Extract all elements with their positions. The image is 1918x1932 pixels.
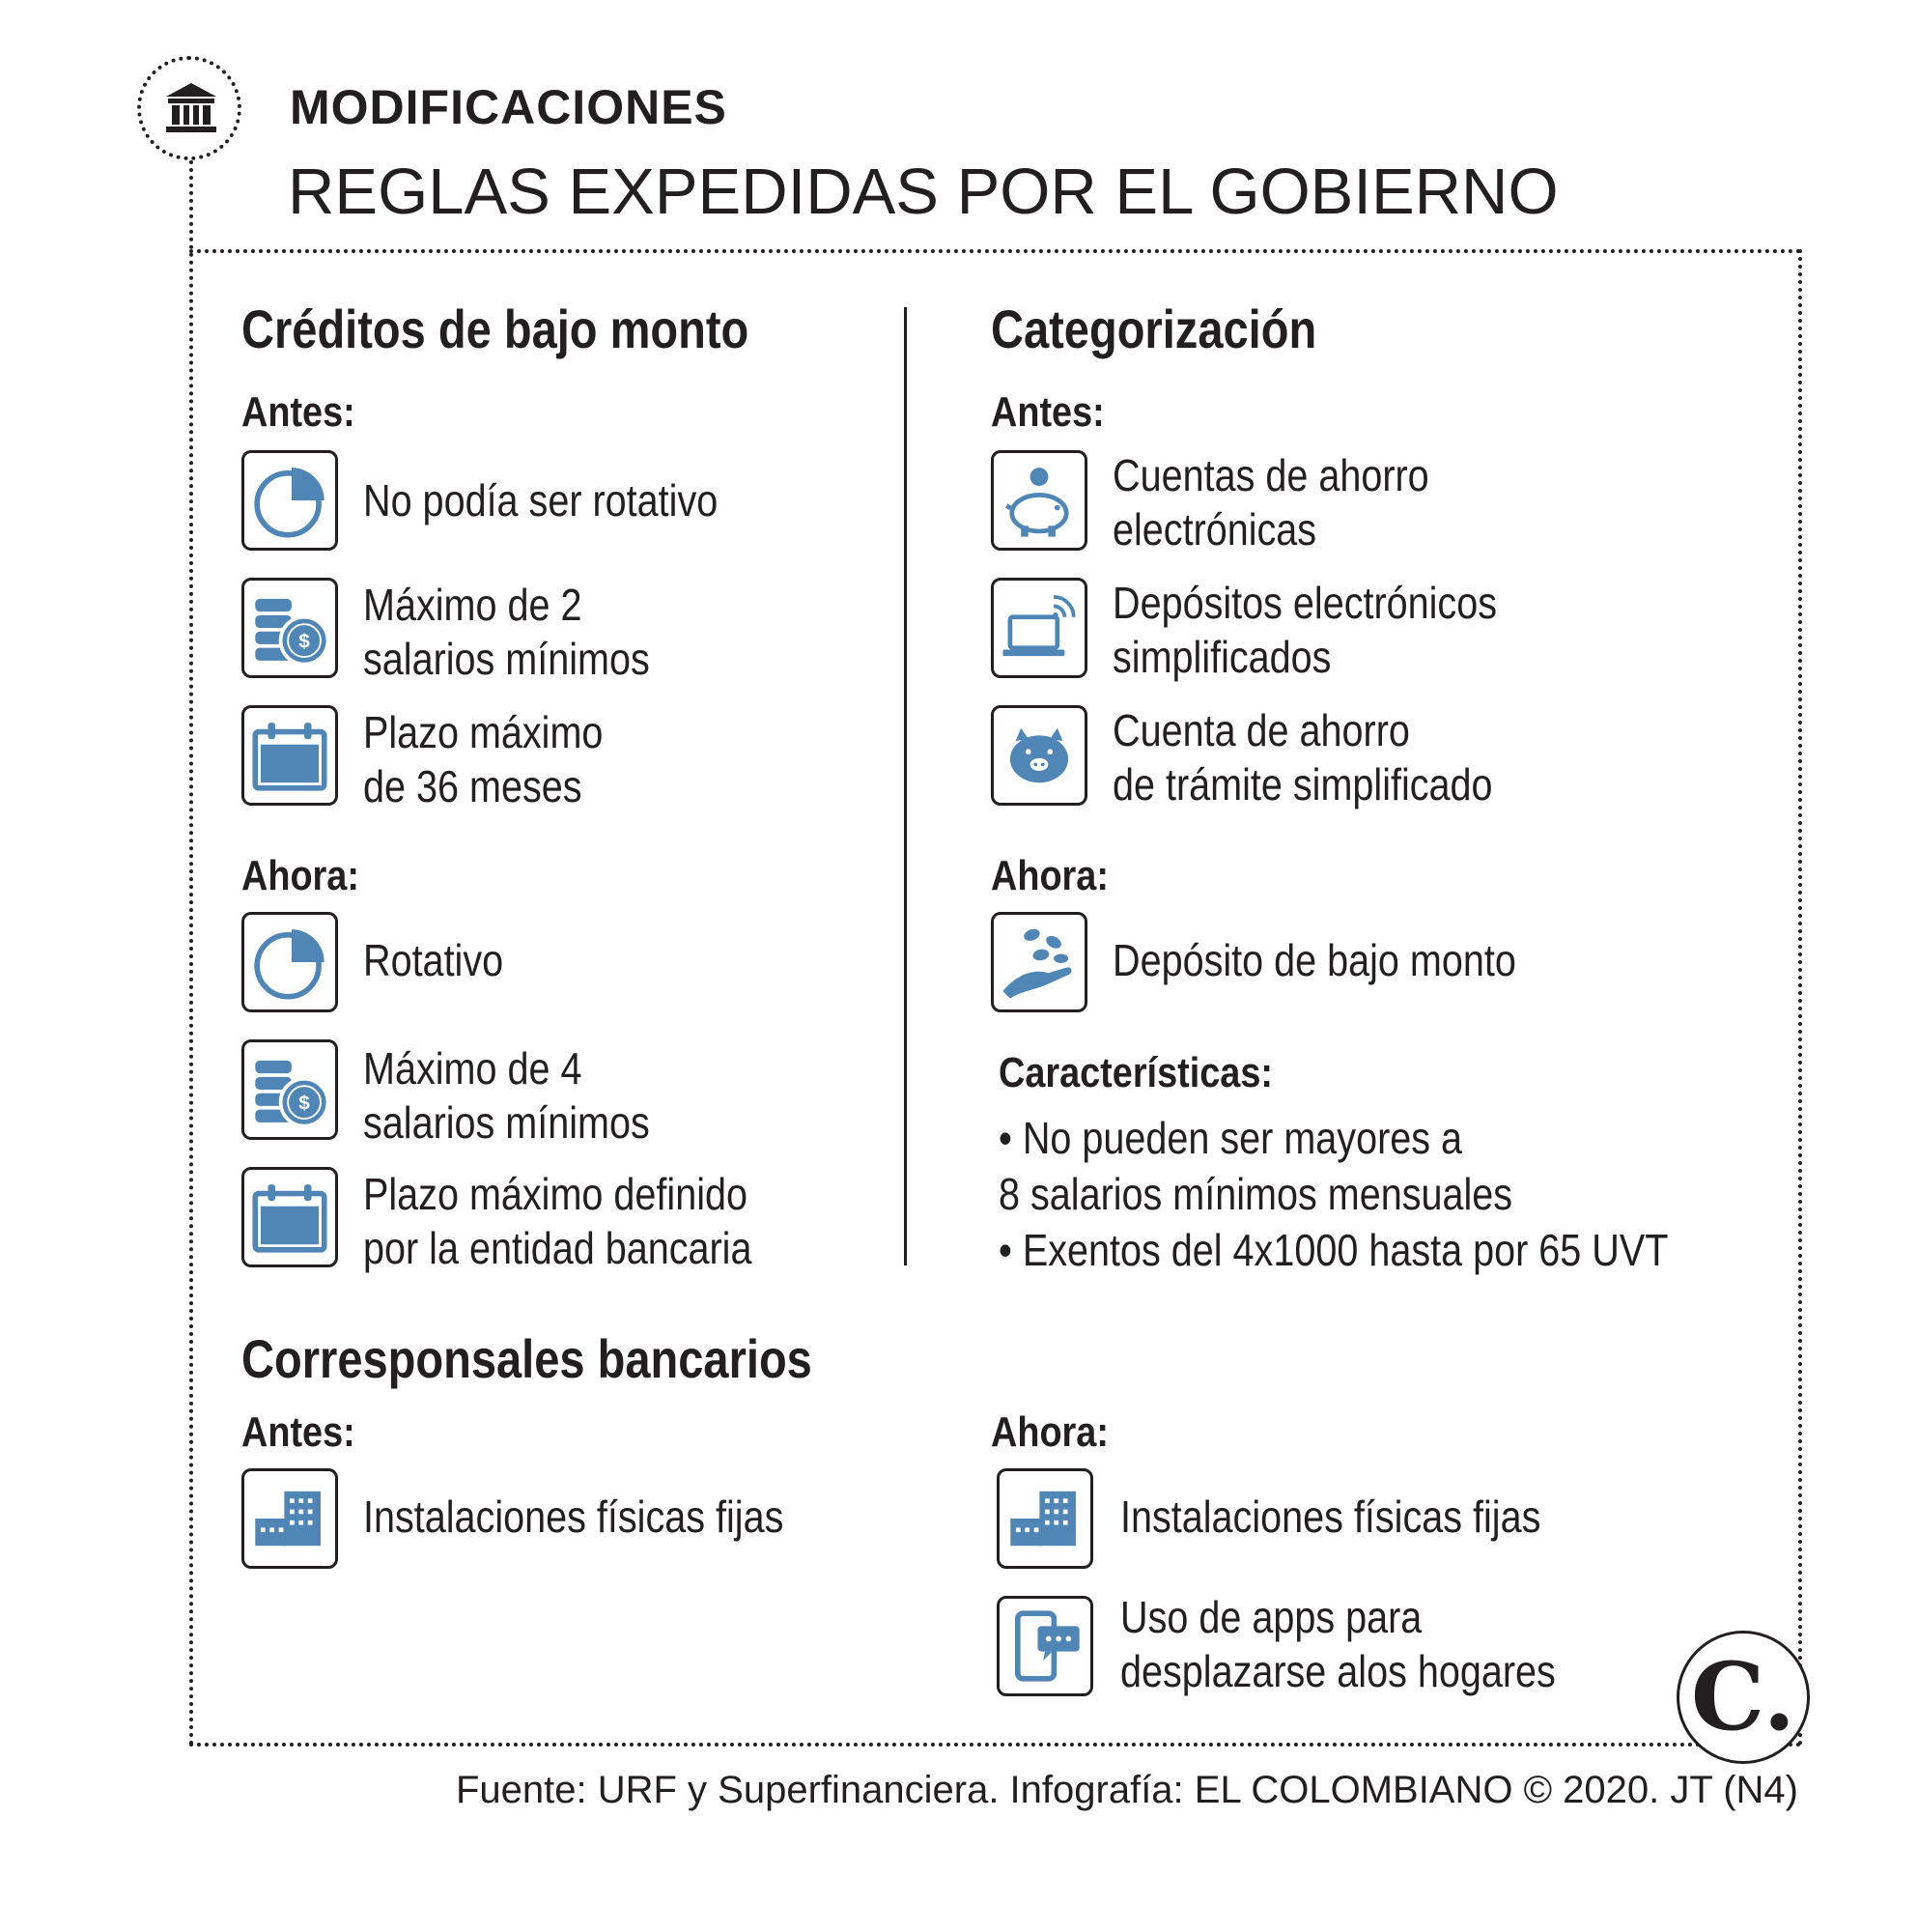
- source-credit: Fuente: URF y Superfinanciera. Infografía: EL COLOMBIANO © 2020. JT (N4): [455, 1769, 1798, 1811]
- laptop-wireless-icon: [991, 578, 1087, 678]
- bank-icon: [162, 79, 220, 137]
- building-icon: [997, 1468, 1093, 1569]
- caracteristica-line-2: 8 salarios mínimos mensuales: [999, 1169, 1513, 1219]
- page-title: REGLAS EXPEDIDAS POR EL GOBIERNO: [288, 156, 1559, 228]
- phone-chat-icon: [997, 1596, 1093, 1696]
- caracteristica-line-1: • No pueden ser mayores a: [999, 1113, 1463, 1163]
- creditos-heading: Créditos de bajo monto: [241, 298, 749, 359]
- creditos-ahora-item-1: Rotativo: [363, 935, 504, 985]
- corresponsales-antes-item-1: Instalaciones físicas fijas: [363, 1492, 784, 1542]
- corresponsales-heading: Corresponsales bancarios: [241, 1328, 812, 1389]
- creditos-antes-item-3: Plazo máximo de 36 meses: [363, 707, 604, 811]
- creditos-ahora-item-3: Plazo máximo definido por la entidad bancaria: [363, 1169, 752, 1273]
- piggy-person-icon: [991, 450, 1087, 551]
- creditos-antes-label: Antes:: [241, 388, 355, 436]
- calendar-icon: [241, 1167, 338, 1267]
- hand-coins-icon: [991, 912, 1087, 1012]
- caracteristicas-label: Características:: [999, 1049, 1273, 1096]
- creditos-ahora-label: Ahora:: [241, 852, 359, 899]
- categorizacion-ahora-item-1: Depósito de bajo monto: [1113, 935, 1516, 985]
- creditos-antes-item-1: No podía ser rotativo: [363, 475, 719, 526]
- el-colombiano-logo: C.: [1677, 1631, 1810, 1764]
- coins-icon: [241, 578, 338, 678]
- categorizacion-antes-item-1: Cuentas de ahorro electrónicas: [1113, 450, 1429, 554]
- pie-chart-icon: [241, 912, 338, 1012]
- building-icon: [241, 1468, 338, 1569]
- calendar-icon: [241, 705, 338, 806]
- categorizacion-ahora-label: Ahora:: [991, 852, 1109, 899]
- coins-icon: [241, 1039, 338, 1140]
- categorizacion-heading: Categorización: [991, 298, 1317, 359]
- corresponsales-ahora-item-1: Instalaciones físicas fijas: [1120, 1492, 1541, 1542]
- caracteristica-line-3: • Exentos del 4x1000 hasta por 65 UVT: [999, 1225, 1669, 1275]
- piggy-bank-icon: [991, 705, 1087, 806]
- corresponsales-ahora-item-2: Uso de apps para desplazarse alos hogares: [1120, 1592, 1556, 1696]
- column-divider: [904, 307, 907, 1265]
- corresponsales-ahora-label: Ahora:: [991, 1408, 1109, 1456]
- categorizacion-antes-label: Antes:: [991, 388, 1105, 436]
- bank-badge: [137, 56, 241, 160]
- corresponsales-antes-label: Antes:: [241, 1408, 355, 1456]
- creditos-ahora-item-2: Máximo de 4 salarios mínimos: [363, 1043, 650, 1148]
- categorizacion-antes-item-3: Cuenta de ahorro de trámite simplificado: [1113, 705, 1493, 810]
- svg-text:$: $: [298, 630, 310, 653]
- creditos-antes-item-2: Máximo de 2 salarios mínimos: [363, 580, 650, 684]
- pie-chart-icon: [241, 450, 338, 551]
- categorizacion-antes-item-2: Depósitos electrónicos simplificados: [1113, 578, 1498, 682]
- kicker: MODIFICACIONES: [290, 80, 727, 134]
- svg-text:$: $: [298, 1092, 310, 1115]
